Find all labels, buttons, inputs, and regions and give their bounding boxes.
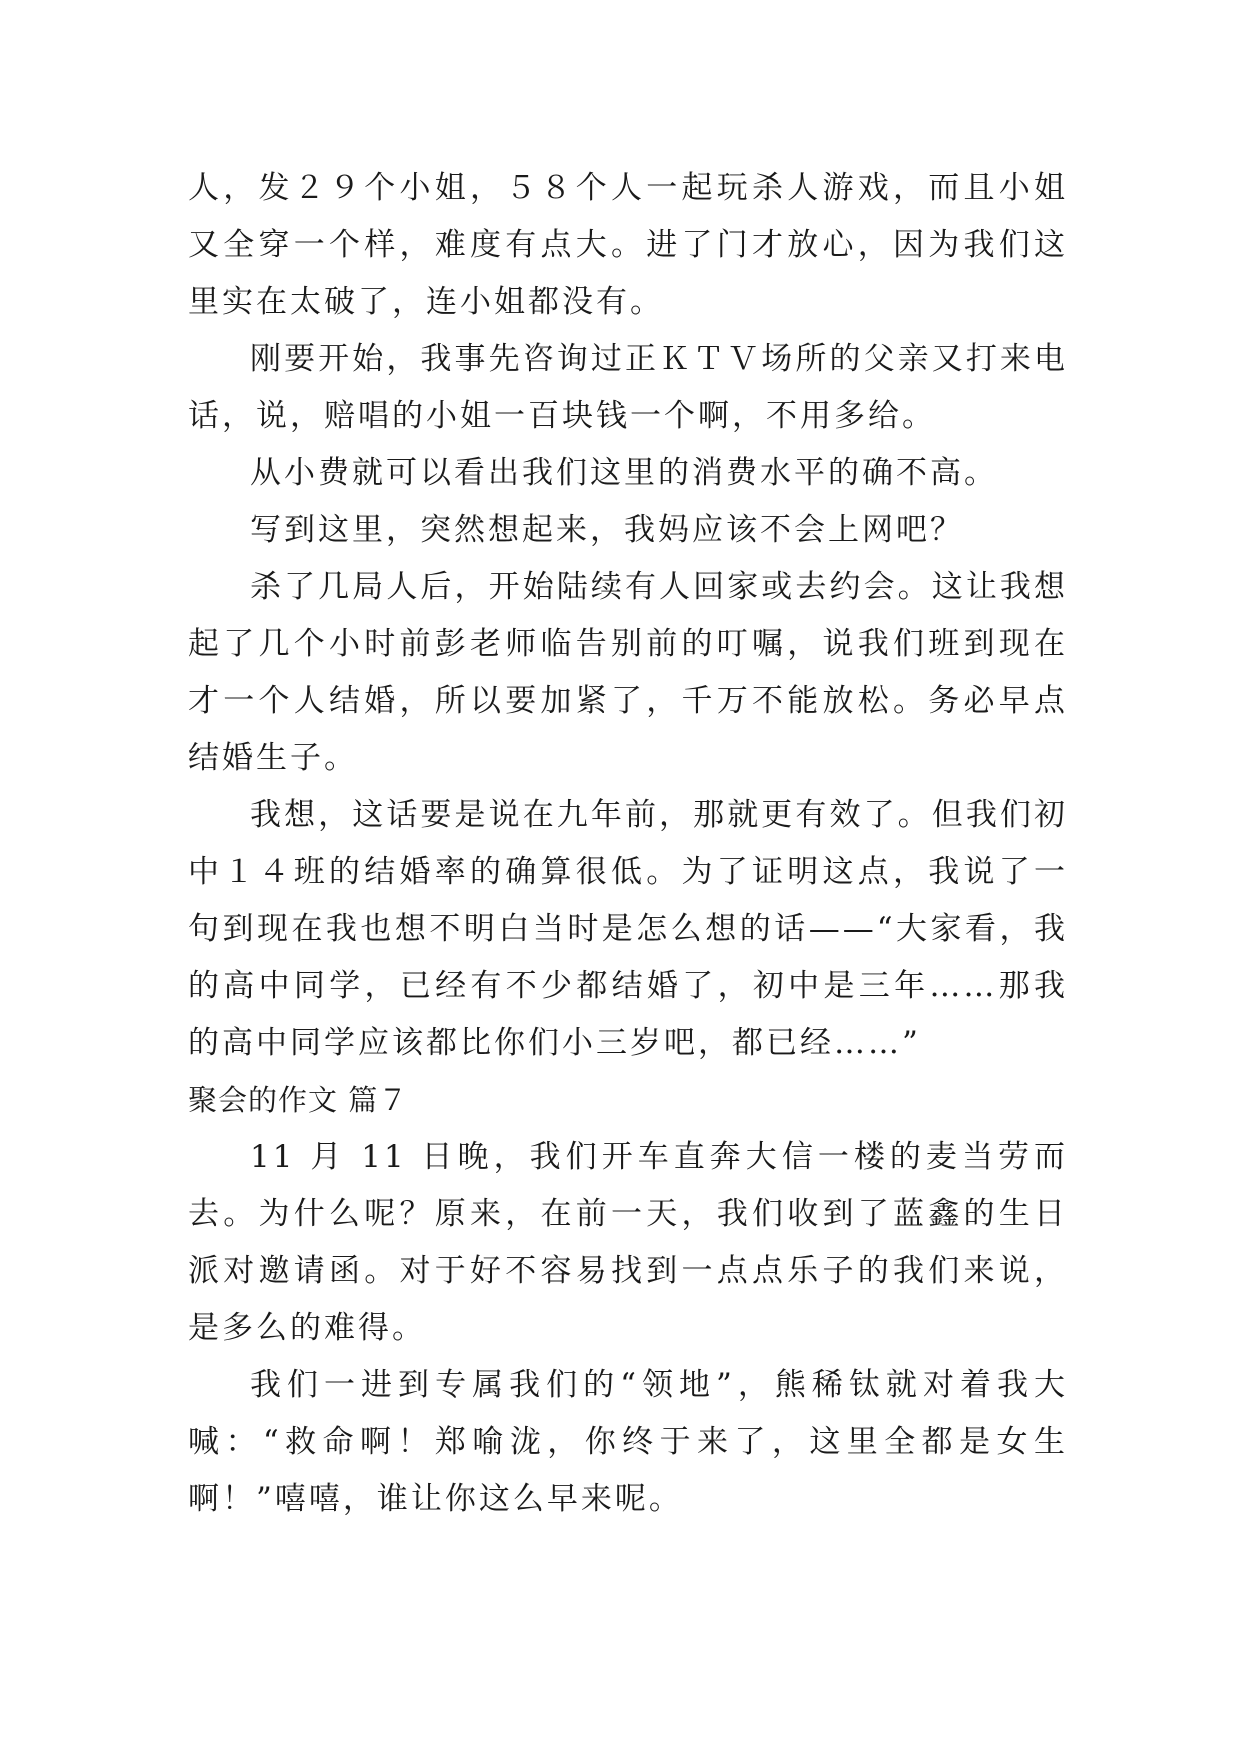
paragraph: 我想，这话要是说在九年前，那就更有效了。但我们初中１４班的结婚率的确算很低。为了证明这点，我说了一句到现在我也想不明白当时是怎么想的话——“大家看，我的高中同学，已经有不少都结婚了，初中是三年……那我的高中同学应该都比你们小三岁吧，都已经……” xyxy=(188,797,1068,1061)
section-heading: 聚会的作文 篇７ xyxy=(188,1083,409,1117)
paragraph: 杀了几局人后，开始陆续有人回家或去约会。这让我想起了几个小时前彭老师临告别前的叮嘱，说我们班到现在才一个人结婚，所以要加紧了，千万不能放松。务必早点结婚生子。 xyxy=(188,569,1068,776)
document-body xyxy=(188,160,1068,1528)
paragraph: 我们一进到专属我们的“领地”，熊稀钛就对着我大喊：“救命啊！郑喻泷，你终于来了，这里全都是女生啊！”嘻嘻，谁让你这么早来呢。 xyxy=(188,1367,1068,1517)
paragraph-continuation: 人，发２９个小姐，５８个人一起玩杀人游戏，而且小姐又全穿一个样，难度有点大。进了门才放心，因为我们这里实在太破了，连小姐都没有。 xyxy=(188,170,1068,320)
paragraph: 从小费就可以看出我们这里的消费水平的确不高。 xyxy=(250,455,998,491)
paragraph: 11 月 11 日晚，我们开车直奔大信一楼的麦当劳而去。为什么呢？原来，在前一天，我们收到了蓝鑫的生日派对邀请函。对于好不容易找到一点点乐子的我们来说，是多么的难得。 xyxy=(188,1139,1068,1346)
paragraph: 刚要开始，我事先咨询过正ＫＴＶ场所的父亲又打来电话，说，赔唱的小姐一百块钱一个啊，不用多给。 xyxy=(188,341,1068,434)
paragraph: 写到这里，突然想起来，我妈应该不会上网吧？ xyxy=(250,512,964,548)
